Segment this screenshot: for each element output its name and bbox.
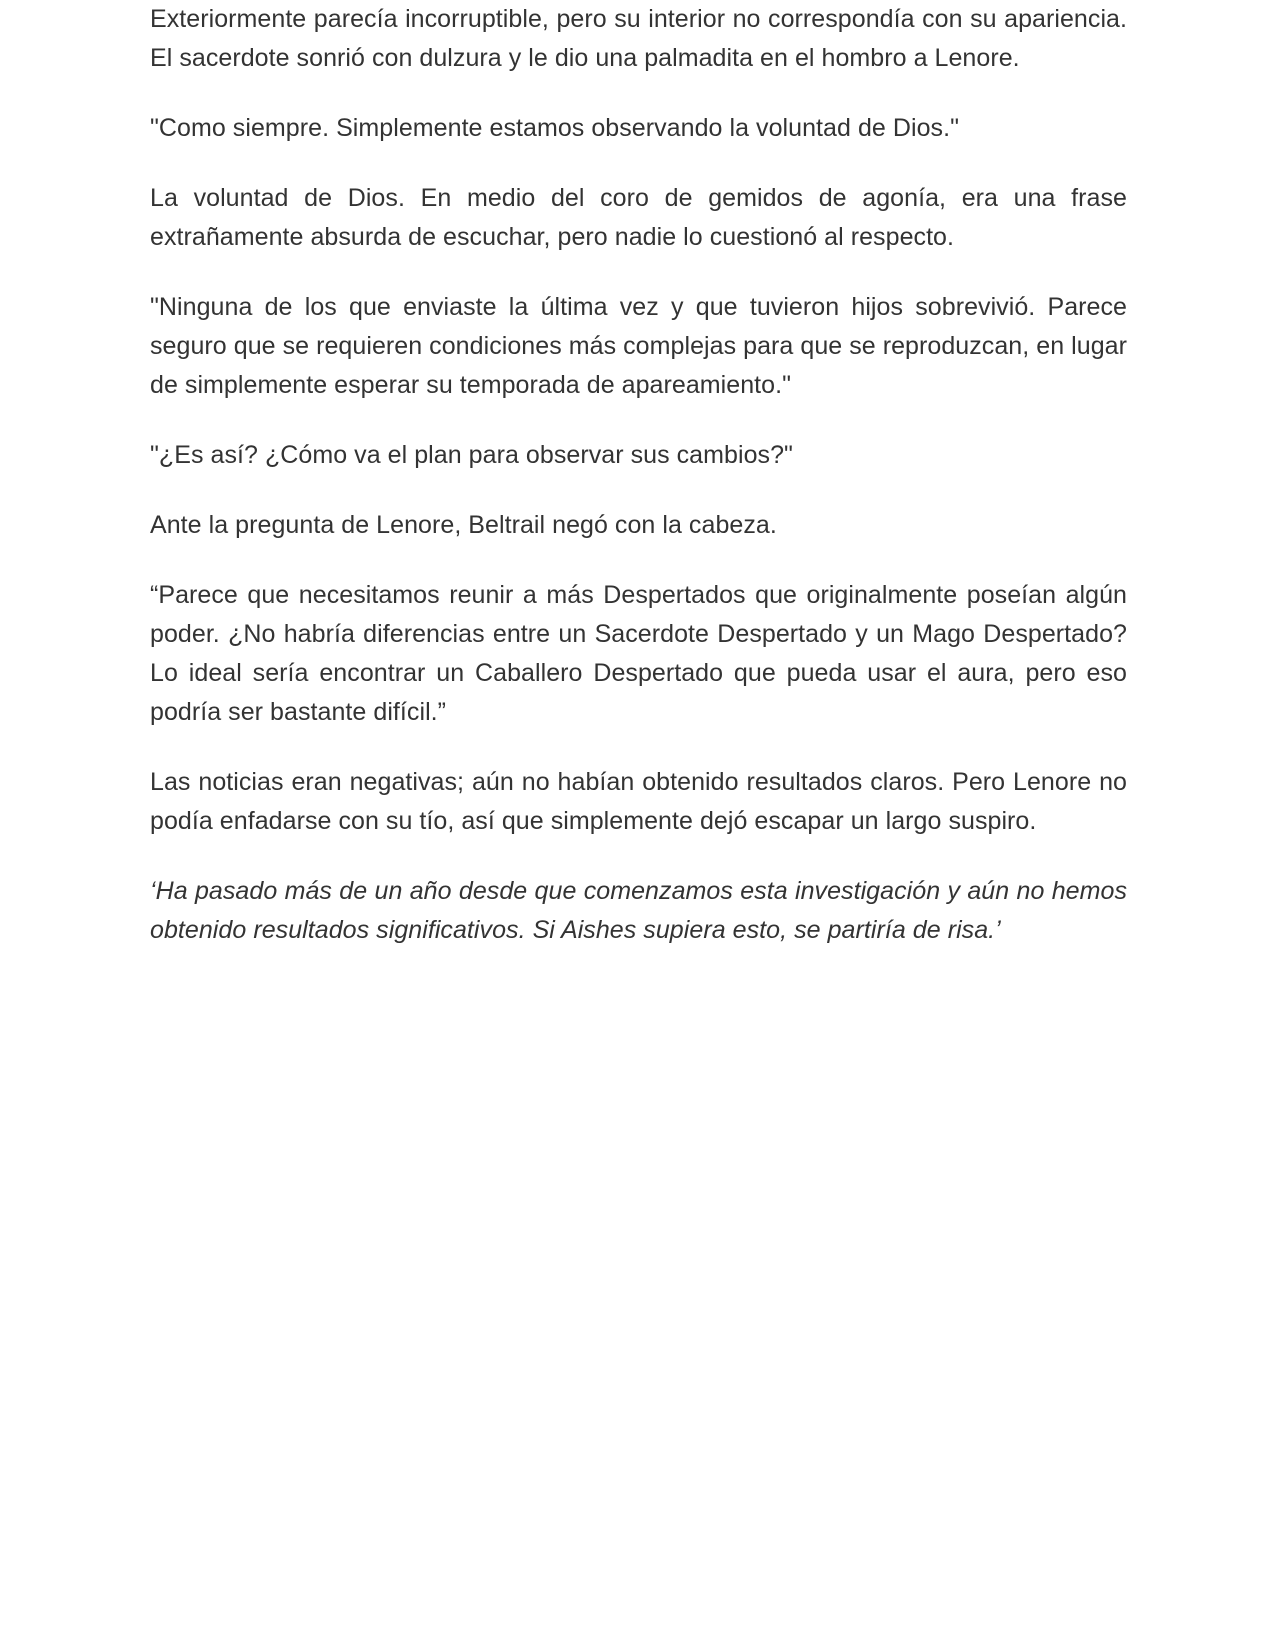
paragraph-4: "Ninguna de los que enviaste la última vez y que tuvieron hijos sobrevivió. Parece seguro que se requieren condiciones más complejas para que se reproduzcan, en lugar de simplemente esperar su temporada de apareamiento." bbox=[150, 293, 1127, 399]
paragraph-6: Ante la pregunta de Lenore, Beltrail negó con la cabeza. bbox=[150, 511, 777, 539]
paragraph-2: "Como siempre. Simplemente estamos observando la voluntad de Dios." bbox=[150, 114, 959, 142]
paragraph-8: Las noticias eran negativas; aún no habían obtenido resultados claros. Pero Lenore no podía enfadarse con su tío, así que simplemente dejó escapar un largo suspiro. bbox=[150, 768, 1127, 835]
paragraph-1: Exteriormente parecía incorruptible, pero su interior no correspondía con su apariencia. El sacerdote sonrió con dulzura y le dio una palmadita en el hombro a Lenore. bbox=[150, 5, 1127, 72]
document-page bbox=[150, 0, 1127, 981]
paragraph-7: “Parece que necesitamos reunir a más Despertados que originalmente poseían algún poder. ¿No habría diferencias entre un Sacerdote Despertado y un Mago Despertado? Lo ideal sería encontrar un Caballero Despertado que pueda usar el aura, pero eso podría ser bastante difícil.” bbox=[150, 581, 1127, 726]
paragraph-3: La voluntad de Dios. En medio del coro de gemidos de agonía, era una frase extrañamente absurda de escuchar, pero nadie lo cuestionó al respecto. bbox=[150, 184, 1127, 251]
paragraph-9-italic-thought: ‘Ha pasado más de un año desde que comenzamos esta investigación y aún no hemos obtenido resultados significativos. Si Aishes supiera esto, se partiría de risa.’ bbox=[150, 877, 1127, 944]
paragraph-5: "¿Es así? ¿Cómo va el plan para observar sus cambios?" bbox=[150, 441, 793, 469]
